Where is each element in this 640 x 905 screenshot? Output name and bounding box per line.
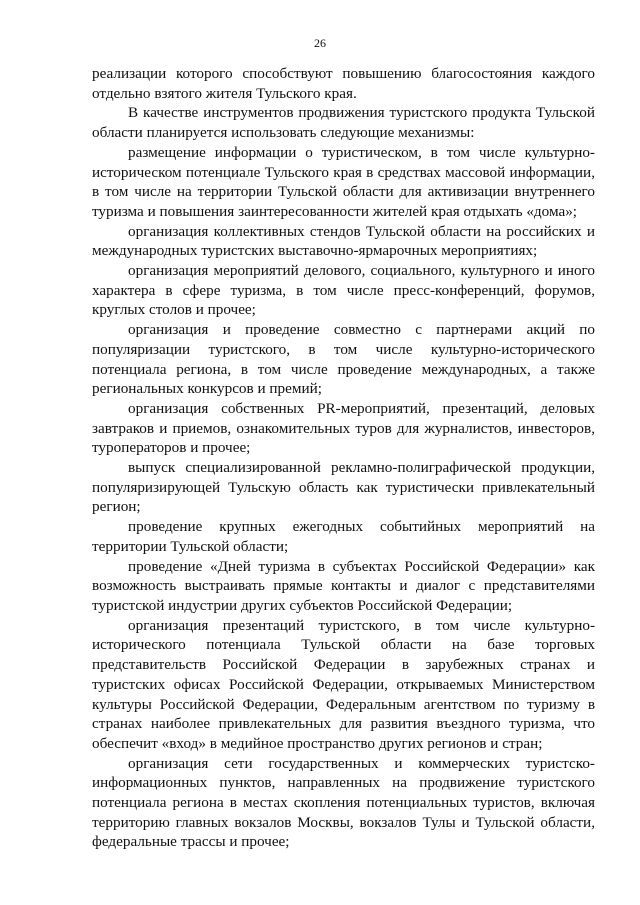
document-body bbox=[92, 64, 595, 852]
paragraph-continuation: реализации которого способствуют повышению благосостояния каждого отдельно взятого жителя Тульского края. bbox=[92, 65, 595, 102]
list-item-presentations: организация презентаций туристского, в том числе культурно-исторического потенциала Тульской области на базе торговых представительств Российской Федерации в зарубежных странах и туристских офисах Российской Федерации, открываемых Министерством культуры Российской Федерации, Федеральным агентством по туризму в странах наиболее привлекательных для развития въездного туризма, что обеспечит «вход» в медийное пространство других регионов и стран; bbox=[92, 616, 595, 752]
paragraph-intro: В качестве инструментов продвижения туристского продукта Тульской области планируется использовать следующие механизмы: bbox=[92, 104, 595, 142]
list-item-annual-events: проведение крупных ежегодных событийных мероприятий на территории Тульской области; bbox=[92, 518, 595, 555]
list-item-tourism-days: проведение «Дней туризма в субъектах Российской Федерации» как возможность выстраивать прямые контакты и диалог с представителями туристской индустрии других субъектов Российской Федерации; bbox=[92, 557, 595, 614]
list-item-events: организация мероприятий делового, социального, культурного и иного характера в сфере туризма, в том числе пресс-конференций, форумов, круглых столов и прочее; bbox=[92, 262, 595, 319]
list-item-pr: организация собственных PR-мероприятий, презентаций, деловых завтраков и приемов, ознакомительных туров для журналистов, инвесторов, туроператоров и прочее; bbox=[92, 399, 595, 457]
list-item-info-points: организация сети государственных и коммерческих туристско-информационных пунктов, направленных на продвижение туристского потенциала региона в местах скопления потенциальных туристов, включая территорию главных вокзалов Москвы, вокзалов Тулы и Тульской области, федеральные трассы и прочее; bbox=[92, 754, 595, 851]
page-number: 26 bbox=[314, 36, 326, 50]
list-item-promotions: организация и проведение совместно с партнерами акций по популяризации туристского, в том числе культурно-исторического потенциала региона, в том числе проведение международных, а также региональных конкурсов и премий; bbox=[92, 321, 595, 398]
list-item-print: выпуск специализированной рекламно-полиграфической продукции, популяризирующей Тульскую область как туристически привлекательный регион; bbox=[92, 459, 595, 516]
list-item-media: размещение информации о туристическом, в том числе культурно-историческом потенциале Тульского края в средствах массовой информации, в том числе на территории Тульской области для активизации внутреннего туризма и повышения заинтересованности жителей края отдыхать «дома»; bbox=[92, 143, 595, 220]
list-item-stands: организация коллективных стендов Тульской области на российских и международных туристских выставочно-ярмарочных мероприятиях; bbox=[92, 222, 595, 260]
